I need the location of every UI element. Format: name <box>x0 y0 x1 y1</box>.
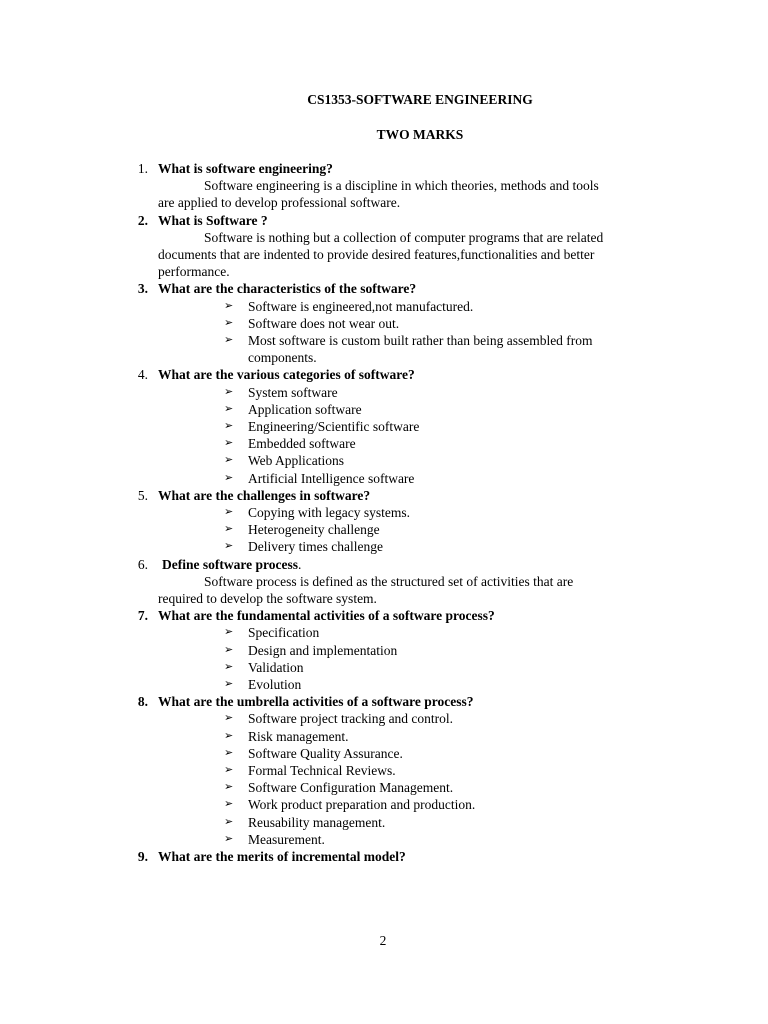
bullet-item: components. <box>248 350 317 366</box>
question-number: 6. <box>137 556 148 572</box>
arrow-bullet-icon: ➢ <box>224 712 234 725</box>
answer-line: Software engineering is a discipline in which theories, methods and tools <box>204 178 599 194</box>
bullet-item: Copying with legacy systems. <box>248 505 410 520</box>
question-label: What are the fundamental activities of a software process? <box>158 608 495 624</box>
question-suffix: . <box>297 556 302 572</box>
arrow-bullet-icon: ➢ <box>224 540 234 553</box>
arrow-bullet-icon: ➢ <box>224 643 234 656</box>
question-label: What is software engineering? <box>158 161 333 176</box>
bullet-item: Software Quality Assurance. <box>248 745 403 761</box>
answer-line: Software process is defined as the structured set of activities that are <box>204 573 574 589</box>
arrow-bullet-icon: ➢ <box>224 626 234 639</box>
bullet-item: Engineering/Scientific software <box>248 419 420 434</box>
bullet-item: Application software <box>248 401 362 417</box>
answer-line: are applied to develop professional software. <box>158 195 401 211</box>
question-label: What are the merits of incremental model? <box>158 849 406 864</box>
answer-line: required to develop the software system. <box>158 591 377 606</box>
arrow-bullet-icon: ➢ <box>224 402 234 415</box>
bullet-item: Reusability management. <box>248 814 386 830</box>
question-label: What are the challenges in software? <box>158 487 371 503</box>
arrow-bullet-icon: ➢ <box>224 471 234 484</box>
arrow-bullet-icon: ➢ <box>224 420 234 432</box>
bullet-item: Design and implementation <box>248 642 398 658</box>
bullet-item: Specification <box>248 625 320 641</box>
arrow-bullet-icon: ➢ <box>224 506 234 518</box>
answer-line: Software is nothing but a collection of computer programs that are related <box>204 229 604 245</box>
arrow-bullet-icon: ➢ <box>224 764 234 776</box>
question-text <box>158 366 415 383</box>
bullet-item: Formal Technical Reviews. <box>248 763 396 778</box>
bullet-item: Validation <box>248 659 304 675</box>
answer-line: documents that are indented to provide desired features,functionalities and better <box>158 247 595 262</box>
arrow-bullet-icon: ➢ <box>224 316 234 329</box>
bullet-item: Most software is custom built rather than being assembled from <box>248 333 593 348</box>
bullet-item: Risk management. <box>248 728 349 744</box>
arrow-bullet-icon: ➢ <box>224 437 234 450</box>
question-label: What are the umbrella activities of a software process? <box>158 694 474 710</box>
arrow-bullet-icon: ➢ <box>224 815 234 828</box>
arrow-bullet-icon: ➢ <box>224 454 234 467</box>
question-text <box>158 160 333 177</box>
bullet-item: Artificial Intelligence software <box>248 470 415 486</box>
arrow-bullet-icon: ➢ <box>224 798 234 811</box>
document-subtitle: TWO MARKS <box>376 127 464 142</box>
arrow-bullet-icon: ➢ <box>224 832 234 845</box>
question-text <box>162 556 301 573</box>
arrow-bullet-icon: ➢ <box>224 729 234 742</box>
answer-line: performance. <box>158 264 230 280</box>
question-text <box>158 280 416 297</box>
bullet-item: Web Applications <box>248 453 345 469</box>
question-number: 5. <box>137 487 148 503</box>
question-number: 7. <box>137 608 148 624</box>
arrow-bullet-icon: ➢ <box>224 746 234 759</box>
question-text <box>158 487 370 504</box>
question-number: 1. <box>137 161 148 176</box>
bullet-item: Work product preparation and production. <box>248 797 476 813</box>
arrow-bullet-icon: ➢ <box>224 678 234 690</box>
question-label: What are the characteristics of the software? <box>158 281 417 297</box>
question-text <box>158 848 406 865</box>
bullet-item: Software is engineered,not manufactured. <box>248 298 474 314</box>
bullet-item: Embedded software <box>248 436 356 452</box>
bullet-item: Software does not wear out. <box>248 315 400 331</box>
bullet-item: Heterogeneity challenge <box>248 522 380 538</box>
question-label: What is Software ? <box>158 212 268 228</box>
arrow-bullet-icon: ➢ <box>224 385 234 398</box>
bullet-item: Delivery times challenge <box>248 539 383 555</box>
question-label: What are the various categories of software? <box>158 367 415 383</box>
arrow-bullet-icon: ➢ <box>224 334 234 346</box>
bullet-item: Software Configuration Management. <box>248 780 454 796</box>
question-number: 8. <box>137 694 148 710</box>
question-number: 9. <box>137 849 148 864</box>
bullet-item: System software <box>248 384 338 400</box>
page-number: 2 <box>379 933 387 948</box>
question-text <box>158 212 268 229</box>
question-label: Define software process <box>162 556 298 572</box>
bullet-item: Evolution <box>248 677 302 692</box>
arrow-bullet-icon: ➢ <box>224 660 234 673</box>
arrow-bullet-icon: ➢ <box>224 781 234 794</box>
question-number: 4. <box>137 367 148 383</box>
bullet-item: Measurement. <box>248 831 325 847</box>
question-text <box>158 693 473 710</box>
arrow-bullet-icon: ➢ <box>224 523 234 536</box>
document-title: CS1353-SOFTWARE ENGINEERING <box>307 92 533 107</box>
bullet-item: Software project tracking and control. <box>248 711 454 727</box>
question-text <box>158 607 495 624</box>
question-number: 2. <box>137 212 148 228</box>
arrow-bullet-icon: ➢ <box>224 299 234 312</box>
question-number: 3. <box>137 281 148 297</box>
